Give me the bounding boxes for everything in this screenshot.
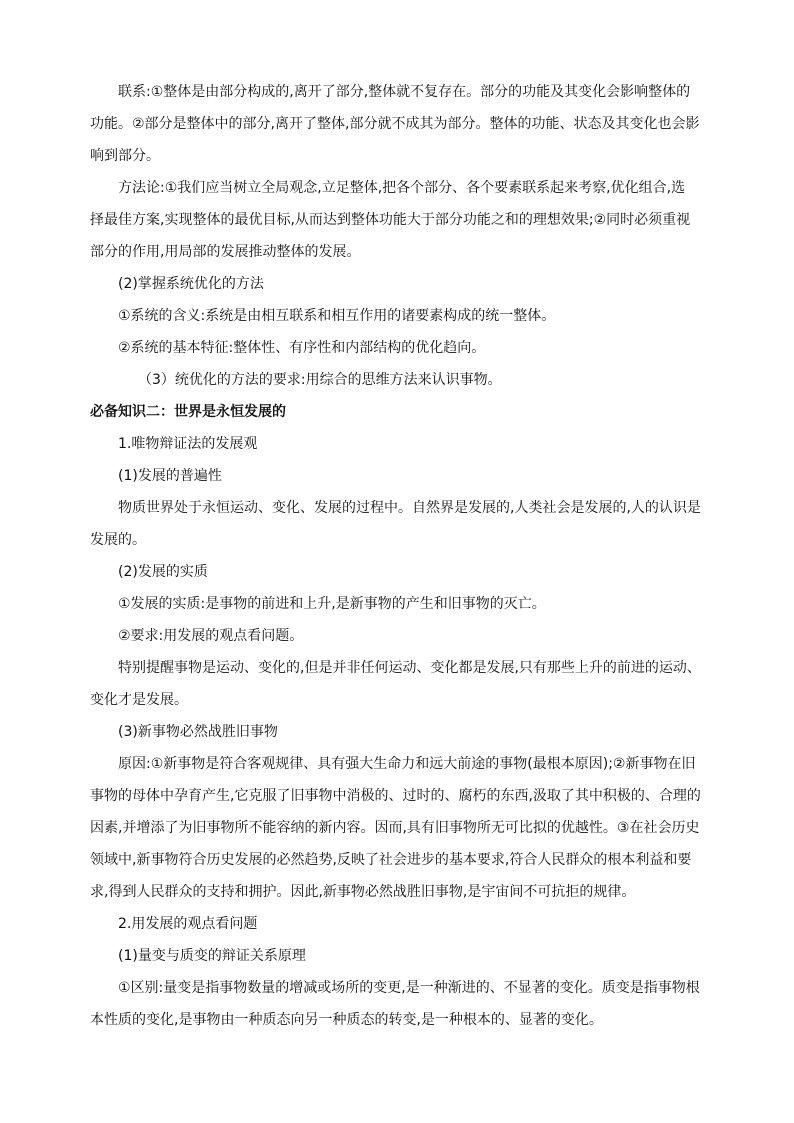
paragraph-line: 本性质的变化,是事物由一种质态向另一种质态的转变,是一种根本的、显著的变化。 — [90, 1012, 603, 1028]
paragraph-line: 物质世界处于永恒运动、变化、发展的过程中。自然界是发展的,人类社会是发展的,人的认识是 — [118, 500, 701, 516]
subsection-heading: (3)新事物必然战胜旧事物 — [118, 724, 278, 740]
paragraph-line: ①发展的实质:是事物的前进和上升,是新事物的产生和旧事物的灭亡。 — [118, 596, 546, 612]
subsection-heading: 2.用发展的观点看问题 — [118, 916, 258, 932]
paragraph-line: ②系统的基本特征:整体性、有序性和内部结构的优化趋向。 — [118, 340, 486, 356]
paragraph-line: ①区别:量变是指事物数量的增减或场所的变更,是一种渐进的、不显著的变化。质变是指事物根 — [118, 980, 700, 996]
paragraph-line: 功能。②部分是整体中的部分,离开了整体,部分就不成其为部分。整体的功能、状态及其变化也会影 — [90, 116, 700, 132]
paragraph-line: （3）统优化的方法的要求:用综合的思维方法来认识事物。 — [138, 372, 502, 388]
subsection-heading: (1)发展的普遍性 — [118, 468, 222, 484]
subsection-heading: 1.唯物辩证法的发展观 — [118, 436, 258, 452]
subsection-heading: (1)量变与质变的辩证关系原理 — [118, 948, 306, 964]
paragraph-line: 因素,并增添了为旧事物所不能容纳的新内容。因而,具有旧事物所无可比拟的优越性。③在社会历史 — [90, 820, 700, 836]
paragraph-line: 联系:①整体是由部分构成的,离开了部分,整体就不复存在。部分的功能及其变化会影响整体的 — [118, 84, 691, 100]
paragraph-line: 响到部分。 — [90, 148, 160, 164]
paragraph-line: 方法论:①我们应当树立全局观念,立足整体,把各个部分、各个要素联系起来考察,优化组合,选 — [118, 180, 686, 196]
paragraph-line: 变化才是发展。 — [90, 692, 188, 708]
subsection-heading: (2)发展的实质 — [118, 564, 208, 580]
paragraph-line: ①系统的含义:系统是由相互联系和相互作用的诸要素构成的统一整体。 — [118, 308, 556, 324]
paragraph-line: 领域中,新事物符合历史发展的必然趋势,反映了社会进步的基本要求,符合人民群众的根本利益和要 — [90, 852, 692, 868]
paragraph-line: 特别提醒事物是运动、变化的,但是并非任何运动、变化都是发展,只有那些上升的前进的运动、 — [118, 660, 701, 676]
paragraph-line: 发展的。 — [90, 532, 146, 548]
paragraph-line: ②要求:用发展的观点看问题。 — [118, 628, 304, 644]
paragraph-line: 部分的作用,用局部的发展推动整体的发展。 — [90, 244, 361, 260]
paragraph-line: 求,得到人民群众的支持和拥护。因此,新事物必然战胜旧事物,是宇宙间不可抗拒的规律。 — [90, 884, 636, 900]
subsection-heading: (2)掌握系统优化的方法 — [118, 276, 264, 292]
paragraph-line: 择最佳方案,实现整体的最优目标,从而达到整体功能大于部分功能之和的理想效果;②同时必须重视 — [90, 212, 691, 228]
section-heading: 必备知识二：世界是永恒发展的 — [90, 404, 286, 420]
paragraph-line: 原因:①新事物是符合客观规律、具有强大生命力和远大前途的事物(最根本原因);②新事物在旧 — [118, 756, 696, 772]
paragraph-line: 事物的母体中孕育产生,它克服了旧事物中消极的、过时的、腐朽的东西,汲取了其中积极的、合理的 — [90, 788, 701, 804]
